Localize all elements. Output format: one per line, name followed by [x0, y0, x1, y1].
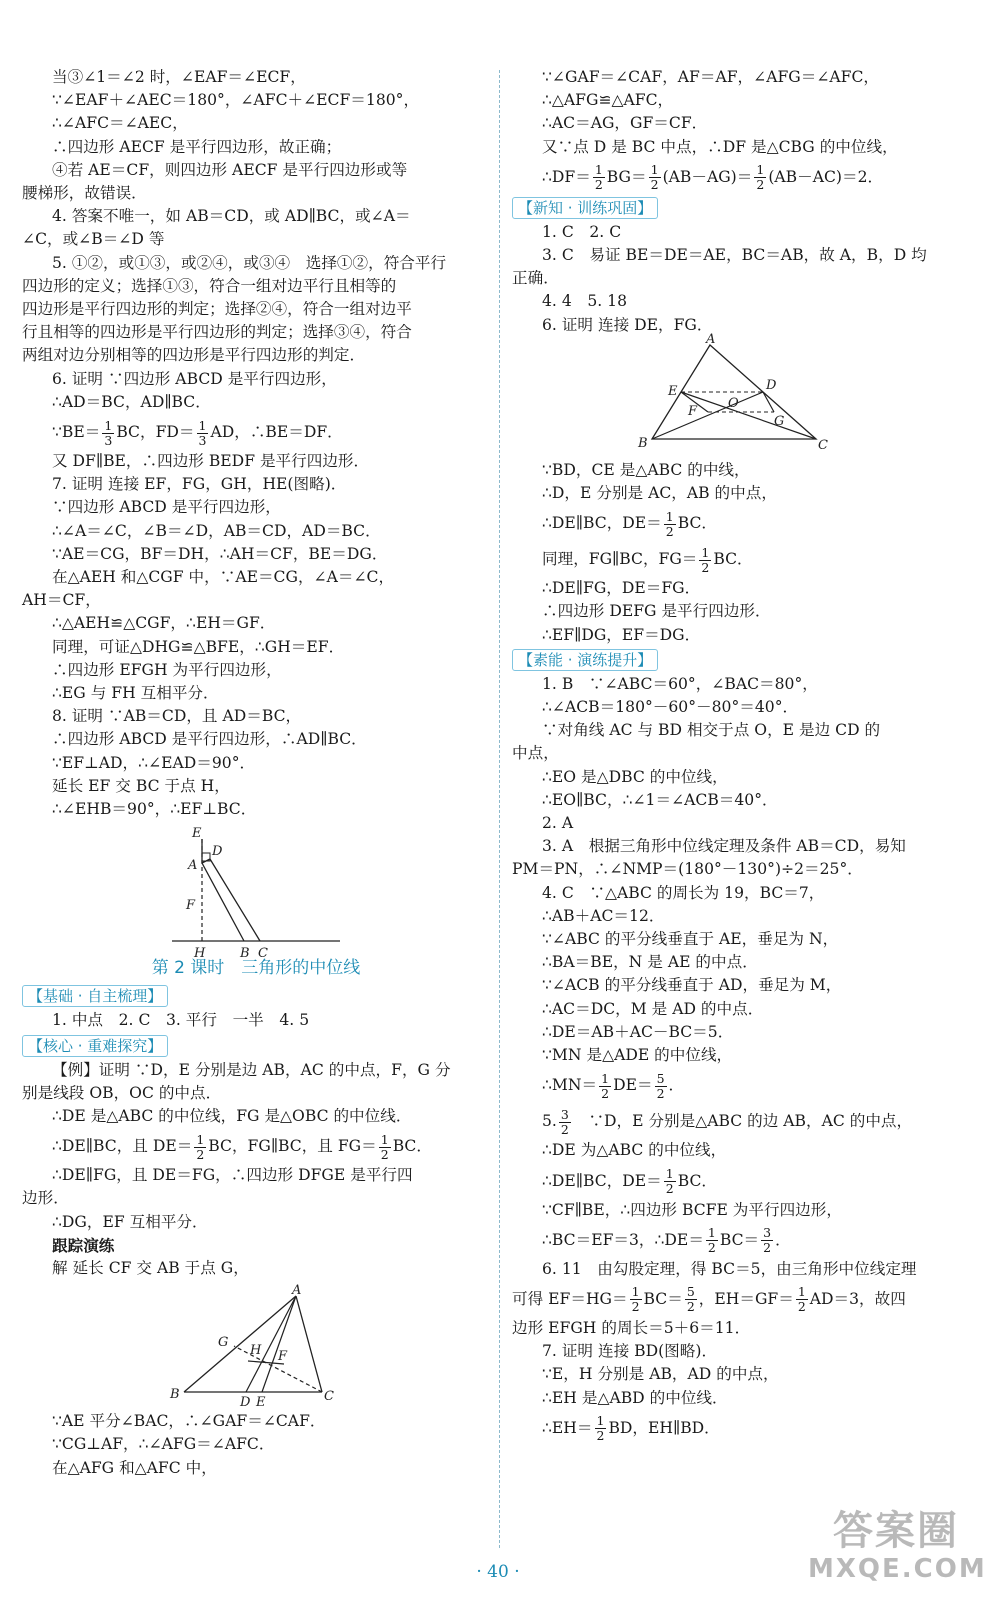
text-line: ∴BA＝BE，N 是 AE 的中点． [542, 953, 758, 972]
text-line: 别是线段 OB，OC 的中点． [22, 1083, 222, 1102]
left-mid-block [22, 450, 490, 821]
fig3-label: D [766, 377, 777, 393]
fraction: $\frac{1}{2}$ [797, 1284, 806, 1315]
text-line: ∵AE＝CG，BF＝DH，∴AH＝CF，BE＝DG． [52, 544, 388, 563]
fraction: $\frac{1}{2}$ [665, 508, 674, 539]
text-line: AH＝CF， [22, 591, 101, 610]
fig2-label: D [240, 1395, 251, 1411]
text-line: 中点， [512, 744, 559, 763]
text-line: 边形． [22, 1189, 69, 1208]
text-line: ∵∠GAF＝∠CAF，AF＝AF，∠AFG＝∠AFC， [542, 68, 880, 86]
text-line: ∴EO 是△DBC 的中位线， [542, 767, 728, 786]
section-heading: 【核心 · 重难探究】 [22, 1033, 490, 1059]
fig2-label: H [250, 1343, 262, 1359]
text-line: ∵CF∥BE，∴四边形 BCFE 为平行四边形， [542, 1200, 842, 1219]
text-line: ∴四边形 AECF 是平行四边形，故正确； [52, 137, 342, 156]
fraction: $\frac{1}{2}$ [594, 162, 603, 193]
fig3-label: O [728, 395, 739, 411]
text-line: ∴四边形 ABCD 是平行四边形，∴AD∥BC． [52, 730, 367, 749]
fraction: $\frac{1}{2}$ [701, 544, 710, 575]
text-line: 同理，可证△DHG≌△BFE，∴GH＝EF． [52, 637, 345, 656]
text-line: 两组对边分别相等的四边形是平行四边形的判定． [22, 346, 366, 365]
fraction: $\frac{5}{2}$ [656, 1070, 665, 1101]
fraction: $\frac{1}{3}$ [104, 417, 113, 448]
text-line: ∴DE 是△ABC 的中位线，FG 是△OBC 的中位线． [52, 1106, 412, 1125]
fig1-label: F [186, 898, 196, 914]
fig2-label: G [218, 1335, 229, 1351]
text-line: ∴AC＝DC，M 是 AD 的中点． [542, 999, 764, 1018]
text-line: ∴∠A＝∠C，∠B＝∠D，AB＝CD，AD＝BC． [52, 521, 381, 540]
text-line: 在△AFG 和△AFC 中， [52, 1458, 217, 1477]
text-line: 5. ①②，或①③，或②④，或③④ 选择①②，符合平行 [52, 253, 447, 272]
text-line: 1. B ∵∠ABC＝60°，∠BAC＝80°， [542, 674, 818, 693]
left-top-block [22, 66, 490, 414]
fraction-line: ∴DE∥BC，DE＝ $\frac{1}{2}$ BC． [542, 1166, 717, 1196]
text-line: ∵∠ABC 的平分线垂直于 AE，垂足为 N， [542, 930, 839, 949]
fig3-label: E [668, 383, 678, 399]
fraction: $\frac{1}{2}$ [380, 1131, 389, 1162]
left-column [22, 66, 490, 1480]
text-line: 行且相等的四边形是平行四边形的判定；选择③④，符合 [22, 323, 412, 342]
text-line: ∴△AFG≌△AFC， [542, 91, 674, 110]
text-line: 4. 4 5. 18 [542, 292, 628, 311]
fraction-line: ∴DF＝ $\frac{1}{2}$ BG＝ $\frac{1}{2}$ (AB－AG)＝ $\frac{1}{2}$ (AB－AC)＝2． [542, 162, 884, 193]
text-line: 又 DF∥BE，∴四边形 BEDF 是平行四边形． [52, 452, 370, 471]
fig1-label: B [240, 946, 250, 962]
text-line: ∵EF⊥AD，∴∠EAD＝90°． [52, 753, 256, 772]
text-line: ∴AD＝BC，AD∥BC． [52, 392, 211, 411]
page-number: · 40 · [476, 1562, 520, 1582]
text-line: ∴∠AFC＝∠AEC， [52, 114, 188, 133]
fraction: $\frac{1}{2}$ [665, 1166, 674, 1196]
text-line: ∠C，或∠B＝∠D 等 [22, 230, 165, 249]
text-line: 7. 证明 连接 BD(图略)． [542, 1342, 718, 1361]
fraction-line: ∴DE∥BC，且 DE＝ $\frac{1}{2}$ BC，FG∥BC，且 FG＝ $\frac{1}{2}$ BC． [52, 1131, 432, 1162]
fraction: $\frac{3}{2}$ [560, 1106, 569, 1137]
text-line: 8. 证明 ∵AB＝CD，且 AD＝BC， [52, 707, 302, 726]
text-line: ∵对角线 AC 与 BD 相交于点 O，E 是边 CD 的 [542, 721, 881, 740]
section-heading: 【素能 · 演练提升】 [512, 647, 988, 673]
fig1-label: D [212, 844, 223, 860]
text-line: ∴EH 是△ABD 的中位线． [542, 1388, 728, 1407]
fraction: $\frac{1}{2}$ [596, 1413, 605, 1444]
text-line: ∴DE 为△ABC 的中位线， [542, 1141, 727, 1160]
text-line: ∵CG⊥AF，∴∠AFG＝∠AFC． [52, 1435, 275, 1454]
fraction-line: 5. $\frac{3}{2}$ ∵D，E 分别是△ABC 的边 AB，AC 的中点， [542, 1106, 913, 1137]
text-line: 又∵点 D 是 BC 中点，∴DF 是△CBG 的中位线， [542, 137, 898, 156]
text-line: ∴四边形 DEFG 是平行四边形． [542, 602, 771, 621]
fig1-label: A [188, 858, 198, 874]
text-line: 在△AEH 和△CGF 中，∵AE＝CG，∠A＝∠C， [52, 568, 395, 587]
fraction: $\frac{1}{2}$ [707, 1225, 716, 1256]
text-line: ∴△AEH≌△CGF，∴EH＝GF． [52, 614, 276, 633]
fig3-label: A [706, 331, 716, 347]
text-line: ∴AC＝AG，GF＝CF． [542, 114, 708, 133]
text-line: ④若 AE＝CF，则四边形 AECF 是平行四边形或等 [52, 160, 408, 179]
text-line: ∴DE∥FG，DE＝FG． [542, 579, 701, 598]
text-line: ∵E，H 分别是 AB，AD 的中点， [542, 1365, 779, 1384]
text-line: 2. A [542, 814, 574, 833]
text-line: 4. 答案不唯一，如 AB＝CD，或 AD∥BC，或∠A＝ [52, 207, 411, 226]
fig1-label: E [192, 826, 202, 842]
text-line: 当③∠1＝∠2 时，∠EAF＝∠ECF， [52, 68, 306, 86]
text-line: ∵BD，CE 是△ABC 的中线， [542, 460, 750, 479]
fig3-label: C [818, 437, 828, 453]
fraction: $\frac{1}{3}$ [198, 417, 207, 448]
text-line: ∴D，E 分别是 AC，AB 的中点， [542, 484, 777, 503]
text-line: 四边形是平行四边形的判定；选择②④，符合一组对边平 [22, 300, 412, 319]
text-line: 7. 证明 连接 EF，FG，GH，HE(图略)． [52, 475, 347, 494]
text-line: ∵AE 平分∠BAC，∴∠GAF＝∠CAF． [52, 1412, 326, 1431]
section-heading: 【基础 · 自主梳理】 [22, 983, 490, 1009]
text-line: ∴EG 与 FH 互相平分． [52, 684, 219, 703]
text-line: ∴DE∥FG，且 DE＝FG，∴四边形 DFGE 是平行四 [52, 1166, 413, 1185]
text-line: 1. C 2. C [542, 222, 622, 241]
text-line: PM＝PN，∴∠NMP＝(180°－130°)÷2＝25°． [512, 860, 863, 879]
fraction-line: ∴EH＝ $\frac{1}{2}$ BD，EH∥BD． [542, 1413, 720, 1444]
text-line: ∴DG，EF 互相平分． [52, 1212, 208, 1231]
text-line: 边形 EFGH 的周长＝5＋6＝11． [512, 1318, 751, 1337]
fraction: $\frac{1}{2}$ [601, 1070, 610, 1101]
fraction: $\frac{3}{2}$ [763, 1225, 772, 1256]
column-divider [499, 70, 500, 1548]
text-line: ∴DE＝AB＋AC－BC＝5． [542, 1022, 734, 1041]
text-line: 3. A 根据三角形中位线定理及条件 AB＝CD，易知 [542, 837, 906, 856]
text-line: 延长 EF 交 BC 于点 H， [52, 776, 230, 795]
text-line: 正确． [512, 269, 559, 288]
text-line: ∴EF∥DG，EF＝DG． [542, 625, 701, 644]
text-line: ∵∠ACB 的平分线垂直于 AD，垂足为 M， [542, 976, 842, 995]
watermark-logo: 答案圈 MXQE.COM [808, 1508, 987, 1584]
fraction-line: ∴MN＝ $\frac{1}{2}$ DE＝ $\frac{5}{2}$ ． [542, 1070, 685, 1101]
text-line: ∴EO∥BC，∴∠1＝∠ACB＝40°． [542, 790, 778, 809]
fig3-label: B [638, 435, 648, 451]
text-line: ∴∠EHB＝90°，∴EF⊥BC． [52, 800, 257, 819]
fig3-label: F [688, 403, 698, 419]
fraction: $\frac{1}{2}$ [650, 162, 659, 193]
fraction-line: ∵BE＝ $\frac{1}{3}$ BC，FD＝ $\frac{1}{3}$ AD，∴BE＝DF． [52, 417, 343, 448]
fraction: $\frac{5}{2}$ [686, 1284, 695, 1315]
text-line: 四边形的定义；选择①③，符合一组对边平行且相等的 [22, 276, 397, 295]
fraction-line: ∴DE∥BC，DE＝ $\frac{1}{2}$ BC． [542, 508, 717, 539]
text-line: 6. 证明 ∵四边形 ABCD 是平行四边形， [52, 369, 337, 388]
text-line: ∵∠EAF＋∠AEC＝180°，∠AFC＋∠ECF＝180°， [52, 91, 420, 110]
text-line: ∴AB＋AC＝12． [542, 906, 665, 925]
fig1-label: C [258, 946, 268, 962]
fig2-label: F [278, 1349, 288, 1365]
fig2-label: E [256, 1395, 266, 1411]
figure-triangle-bisector [22, 1282, 490, 1411]
fraction-line: 同理，FG∥BC，FG＝ $\frac{1}{2}$ BC． [542, 544, 753, 575]
figure-medians [512, 331, 988, 457]
fig2-label: B [170, 1387, 180, 1403]
text-line: 6. 证明 连接 DE，FG． [542, 315, 713, 334]
section-heading: 【新知 · 训练巩固】 [512, 195, 988, 221]
fig3-label: G [774, 413, 785, 429]
answers-line: 1. 中点 2. C 3. 平行 一半 4. 5 [52, 1011, 310, 1030]
fraction-line: 可得 EF＝HG＝ $\frac{1}{2}$ BC＝ $\frac{5}{2}$ ，EH＝GF＝ $\frac{1}{2}$ AD＝3，故四 [512, 1284, 906, 1315]
text-line: 解 延长 CF 交 AB 于点 G， [52, 1258, 249, 1277]
subheading: 跟踪演练 [52, 1235, 115, 1255]
fig2-label: C [324, 1389, 334, 1405]
text-line: ∵四边形 ABCD 是平行四边形， [52, 498, 281, 517]
fig2-label: A [292, 1283, 302, 1299]
right-column [512, 66, 988, 1446]
fraction-line: ∴BC＝EF＝3，∴DE＝ $\frac{1}{2}$ BC＝ $\frac{3}{2}$ ． [542, 1225, 791, 1256]
text-line: 3. C 易证 BE＝DE＝AE，BC＝AB，故 A，B，D 均 [542, 246, 927, 265]
text-line: ∵MN 是△ADE 的中位线， [542, 1046, 733, 1065]
fraction: $\frac{1}{2}$ [631, 1284, 640, 1315]
text-line: ∴四边形 EFGH 为平行四边形， [52, 660, 282, 679]
text-line: 【例】证明 ∵D，E 分别是边 AB，AC 的中点，F，G 分 [52, 1060, 451, 1079]
fraction: $\frac{1}{2}$ [196, 1131, 205, 1162]
text-line: 6. 11 由勾股定理，得 BC＝5，由三角形中位线定理 [542, 1259, 917, 1278]
lesson-title: 第 2 课时 三角形的中位线 [151, 958, 361, 979]
text-line: 4. C ∵△ABC 的周长为 19，BC＝7， [542, 883, 825, 902]
fraction: $\frac{1}{2}$ [756, 162, 765, 193]
text-line: ∴∠ACB＝180°－60°－80°＝40°． [542, 698, 799, 717]
figure-trapezoid [22, 823, 490, 962]
text-line: 腰梯形，故错误． [22, 184, 147, 203]
fig1-label: H [194, 946, 206, 962]
